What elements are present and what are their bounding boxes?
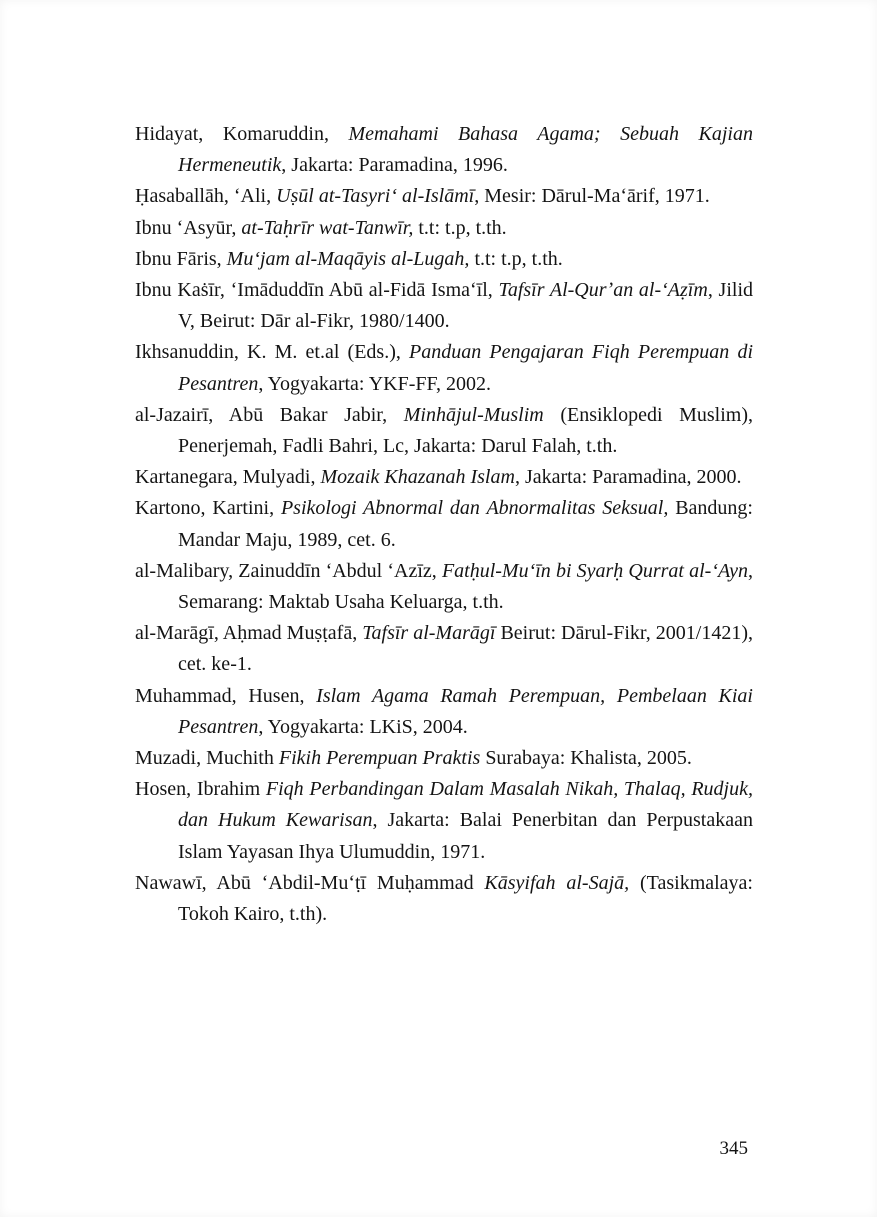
entry-title-segment: Kāsyifah al-Sajā, [484,871,630,894]
entry-title-segment: Mozaik Khazanah Islam [320,466,515,489]
entry-text-segment: Muzadi, Muchith [135,747,279,770]
entry-text-segment: , Semarang: Maktab Usaha Keluarga, t.th. [178,559,753,614]
entry-text-segment: , Mesir: Dārul-Maʻārif, 1971. [474,185,710,208]
entry-text-segment: Beirut: Dārul-Fikr, 2001/1421), cet. ke-1. [178,622,753,676]
entry-title-segment: Memahami Bahasa Agama; Sebuah Kajian Hermeneutik [178,123,753,177]
entry-text-segment: Ibnu Kaṡīr, ʻImāduddīn Abū al-Fidā Ismaʻīl, [135,279,499,302]
entry-text-segment: Kartanegara, Mulyadi, [135,466,321,489]
bibliography-entry [135,119,753,181]
entry-title-segment: Minhājul-Muslim [403,403,544,426]
bibliography-entry [135,462,753,493]
entry-text-segment: (Tasikmalaya: Tokoh Kairo, t.th). [178,871,753,926]
entry-text-segment: , Jakarta: Balai Penerbitan dan Perpustakaan Islam Yayasan Ihya Ulumuddin, 1971. [178,809,753,863]
bibliography-entry [135,743,753,774]
entry-title-segment: Muʻjam al-Maqāyis al-Lugah, [226,247,470,270]
entry-text-segment: , Jakarta: Paramadina, 1996. [281,154,508,177]
bibliography-entry [135,337,753,399]
entry-text-segment: , Yogyakarta: LKiS, 2004. [258,715,468,738]
bibliography-entry [135,244,753,275]
entry-text-segment: t.t: t.p, t.th. [469,247,563,270]
entry-text-segment: (Ensiklopedi Muslim), Penerjemah, Fadli Bahri, Lc, Jakarta: Darul Falah, t.th. [178,403,753,458]
bibliography-entry [135,774,753,868]
bibliography-entry [135,400,753,462]
entry-text-segment: Muhammad, Husen, [135,684,317,707]
bibliography-entry [135,868,753,930]
bibliography-entry [135,181,753,212]
entry-title-segment: Fikih Perempuan Praktis [278,747,481,770]
bibliography-entry [135,213,753,244]
entry-text-segment: t.t: t.p, t.th. [413,216,507,239]
entry-text-segment: Ikhsanuddin, K. M. et.al (Eds.), [135,341,409,364]
entry-title-segment: at-Taḥrīr wat-Tanwīr, [241,216,414,239]
entry-title-segment: Panduan Pengajaran Fiqh Perempuan di Pesantren [178,341,753,395]
entry-title-segment: Fiqh Perbandingan Dalam Masalah Nikah, Thalaq, Rudjuk, dan Hukum Kewarisan [178,778,753,832]
entry-text-segment: Kartono, Kartini, [135,497,281,520]
bibliography-entry [135,275,753,337]
bibliography-entry [135,493,753,555]
entry-text-segment: Nawawī, Abū ʻAbdil-Muʻṭī Muḥammad [135,871,485,894]
entry-text-segment: al-Jazairī, Abū Bakar Jabir, [135,403,404,426]
entry-title-segment: Psikologi Abnormal dan Abnormalitas Seksual, [280,497,669,520]
page-number: 345 [719,1138,748,1159]
entry-text-segment: , Jilid V, Beirut: Dār al-Fikr, 1980/1400. [178,279,753,333]
bibliography-entry [135,556,753,618]
entry-text-segment: Hidayat, Komaruddin, [135,123,349,145]
entry-text-segment: al-Marāgī, Aḥmad Muṣṭafā, [135,622,363,645]
bibliography-entry [135,681,753,743]
entry-title-segment: Islam Agama Ramah Perempuan, Pembelaan Kiai Pesantren [178,684,753,738]
entry-text-segment: Ibnu Fāris, [135,247,227,270]
entry-text-segment: , Jakarta: Paramadina, 2000. [514,466,742,489]
entry-title-segment: Tafsīr al-Marāgī [362,622,496,645]
bibliography-entry [135,618,753,680]
entry-title-segment: Uṣūl at-Tasyriʻ al-Islāmī [276,185,475,208]
bibliography-list [135,119,753,930]
entry-title-segment: Fatḥul-Muʻīn bi Syarḥ Qurrat al-ʻAyn [441,559,748,582]
entry-text-segment: , Yogyakarta: YKF-FF, 2002. [258,372,492,395]
entry-text-segment: Ibnu ʻAsyūr, [135,216,242,239]
entry-title-segment: Tafsīr Al-Qurʼan al-ʻAẓīm [498,279,708,302]
entry-text-segment: Surabaya: Khalista, 2005. [480,747,692,770]
entry-text-segment: Bandung: Mandar Maju, 1989, cet. 6. [178,497,753,551]
entry-text-segment: Ḥasaballāh, ʻAli, [135,185,277,208]
entry-text-segment: al-Malibary, Zainuddīn ʻAbdul ʻAzīz, [135,559,442,582]
entry-text-segment: Hosen, Ibrahim [135,778,266,801]
